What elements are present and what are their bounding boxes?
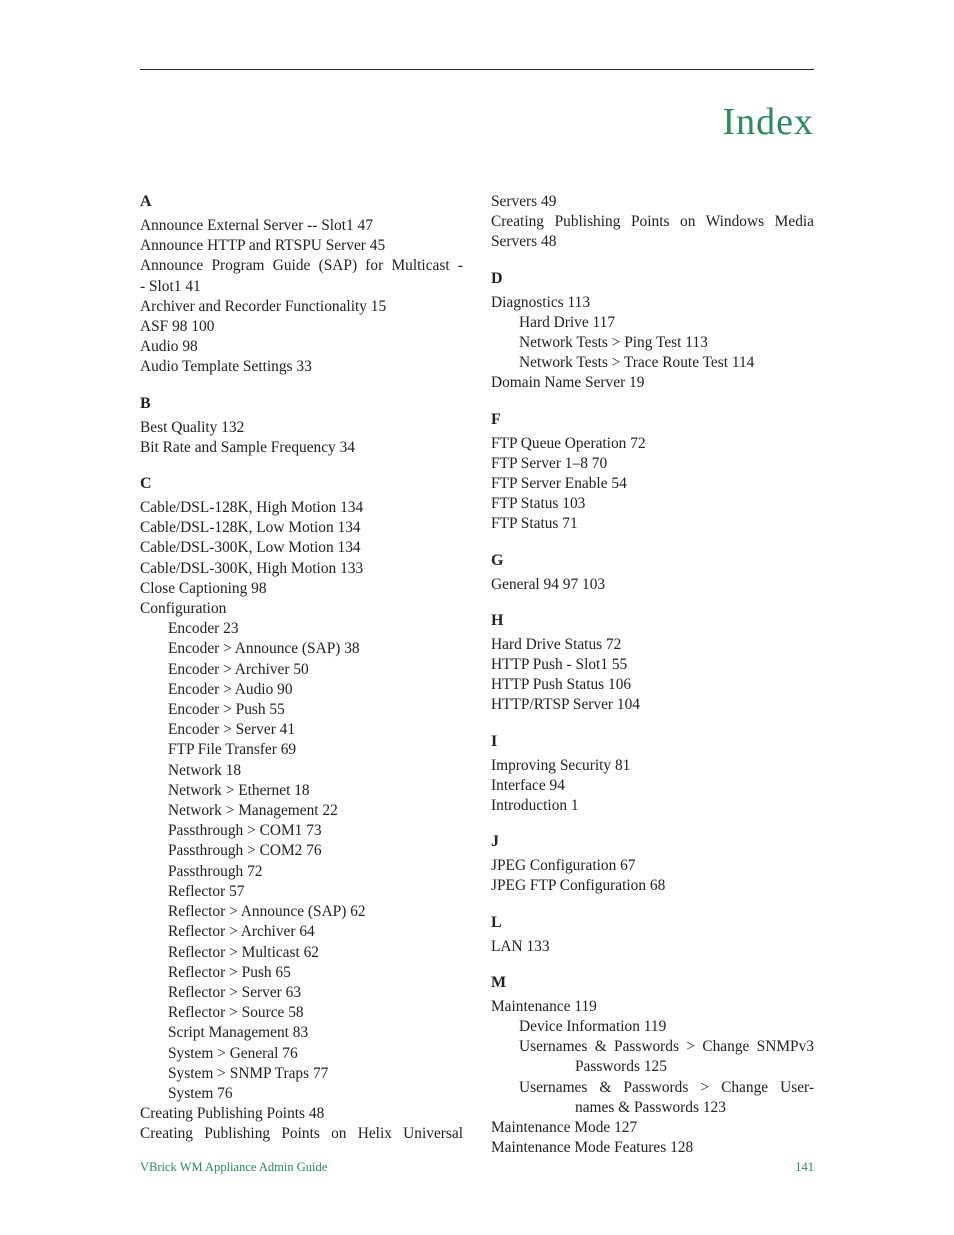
index-letter-heading: I	[491, 732, 498, 750]
index-subentry: Network Tests > Ping Test 113	[519, 334, 708, 352]
index-entry: FTP Server 1–8 70	[491, 454, 608, 472]
index-entry: Domain Name Server 19	[491, 374, 645, 392]
index-entry: Creating Publishing Points on Helix Universal	[140, 1125, 463, 1143]
index-entry: LAN 133	[491, 937, 550, 955]
index-subentry: Usernames & Passwords > Change User-	[519, 1078, 814, 1096]
index-entry: FTP Server Enable 54	[491, 475, 627, 493]
index-subentry: FTP File Transfer 69	[168, 741, 297, 759]
index-subentry: Hard Drive 117	[519, 313, 616, 331]
footer-guide-title: VBrick WM Appliance Admin Guide	[140, 1160, 328, 1174]
page-title: Index	[722, 101, 814, 143]
index-entry: Announce External Server -- Slot1 47	[140, 217, 373, 234]
index-subentry: Encoder > Announce (SAP) 38	[168, 640, 360, 658]
index-entry: - Slot1 41	[140, 277, 201, 295]
index-entry: Cable/DSL-300K, Low Motion 134	[140, 539, 361, 557]
index-entry: Maintenance Mode Features 128	[491, 1139, 694, 1157]
index-letter-heading: D	[491, 269, 503, 287]
index-entry: Maintenance 119	[491, 997, 597, 1015]
index-subentry: Passthrough > COM1 73	[168, 822, 322, 840]
index-subentry: Reflector > Server 63	[168, 983, 302, 1001]
index-subentry: Encoder 23	[168, 620, 239, 638]
index-entry: FTP Status 103	[491, 495, 586, 513]
index-column-right	[491, 192, 814, 1159]
index-entry: Cable/DSL-128K, Low Motion 134	[140, 519, 361, 537]
index-entry: HTTP Push Status 106	[491, 676, 632, 694]
index-subentry: Network > Management 22	[168, 802, 338, 820]
index-entry: Creating Publishing Points on Windows Media	[491, 213, 814, 231]
index-entry: FTP Status 71	[491, 515, 578, 533]
index-subentry: System > General 76	[168, 1044, 298, 1062]
index-column-left	[140, 192, 463, 1145]
index-subentry: Reflector 57	[168, 882, 245, 900]
index-subentry: Usernames & Passwords > Change SNMPv3	[519, 1038, 814, 1056]
index-entry: Announce HTTP and RTSPU Server 45	[140, 237, 386, 255]
index-entry: Bit Rate and Sample Frequency 34	[140, 438, 355, 456]
index-entry: Cable/DSL-128K, High Motion 134	[140, 499, 364, 517]
index-entry: Improving Security 81	[491, 756, 631, 774]
index-letter-heading: A	[140, 193, 152, 210]
index-subentry: Passwords 125	[575, 1058, 667, 1076]
index-subentry: System 76	[168, 1084, 233, 1102]
index-entry: FTP Queue Operation 72	[491, 434, 646, 452]
index-subentry: Encoder > Server 41	[168, 721, 296, 739]
index-subentry: Reflector > Multicast 62	[168, 943, 320, 961]
index-entry: Creating Publishing Points 48	[140, 1105, 325, 1123]
index-subentry: Reflector > Announce (SAP) 62	[168, 903, 366, 921]
index-entry: JPEG FTP Configuration 68	[491, 877, 666, 895]
index-letter-heading: G	[491, 551, 504, 569]
index-subentry: Script Management 83	[168, 1024, 309, 1042]
index-entry: Audio Template Settings 33	[140, 358, 312, 376]
index-entry: Announce Program Guide (SAP) for Multicast -	[140, 257, 463, 275]
index-subentry: Encoder > Push 55	[168, 701, 285, 719]
index-entry: Configuration	[140, 600, 227, 618]
index-subentry: Passthrough > COM2 76	[168, 842, 322, 860]
index-entry: Servers 49	[491, 193, 557, 210]
index-subentry: Passthrough 72	[168, 862, 263, 880]
index-subentry: System > SNMP Traps 77	[168, 1064, 329, 1082]
index-entry: Best Quality 132	[140, 418, 245, 436]
index-entry: Diagnostics 113	[491, 293, 591, 311]
index-entry: ASF 98 100	[140, 318, 215, 336]
index-entry: JPEG Configuration 67	[491, 857, 636, 875]
index-letter-heading: B	[140, 394, 151, 412]
footer-page-number: 141	[795, 1160, 814, 1174]
index-entry: Close Captioning 98	[140, 579, 267, 597]
index-entry: Maintenance Mode 127	[491, 1119, 638, 1137]
index-subentry: Network > Ethernet 18	[168, 781, 310, 799]
index-entry: HTTP Push - Slot1 55	[491, 656, 628, 674]
index-entry: Hard Drive Status 72	[491, 635, 622, 653]
index-entry: General 94 97 103	[491, 575, 606, 593]
index-letter-heading: C	[140, 475, 152, 493]
index-subentry: Encoder > Archiver 50	[168, 660, 309, 678]
index-letter-heading: H	[491, 611, 504, 629]
index-subentry: Encoder > Audio 90	[168, 680, 293, 698]
index-entry: Interface 94	[491, 776, 565, 794]
index-subentry: Reflector > Source 58	[168, 1004, 304, 1022]
index-entry: Audio 98	[140, 338, 198, 356]
index-subentry: Reflector > Archiver 64	[168, 923, 315, 941]
header-rule	[140, 69, 814, 70]
index-subentry: Network 18	[168, 761, 242, 779]
index-subentry: Device Information 119	[519, 1018, 667, 1036]
index-entry: Introduction 1	[491, 797, 579, 815]
index-entry: Archiver and Recorder Functionality 15	[140, 297, 387, 315]
index-letter-heading: F	[491, 410, 501, 428]
index-entry: Cable/DSL-300K, High Motion 133	[140, 559, 364, 577]
index-letter-heading: M	[491, 973, 507, 991]
index-letter-heading: J	[491, 833, 499, 851]
index-subentry: names & Passwords 123	[575, 1098, 726, 1116]
index-entry: Servers 48	[491, 233, 557, 251]
index-entry: HTTP/RTSP Server 104	[491, 696, 640, 714]
index-subentry: Network Tests > Trace Route Test 114	[519, 354, 755, 372]
index-letter-heading: L	[491, 913, 502, 931]
index-subentry: Reflector > Push 65	[168, 963, 291, 981]
